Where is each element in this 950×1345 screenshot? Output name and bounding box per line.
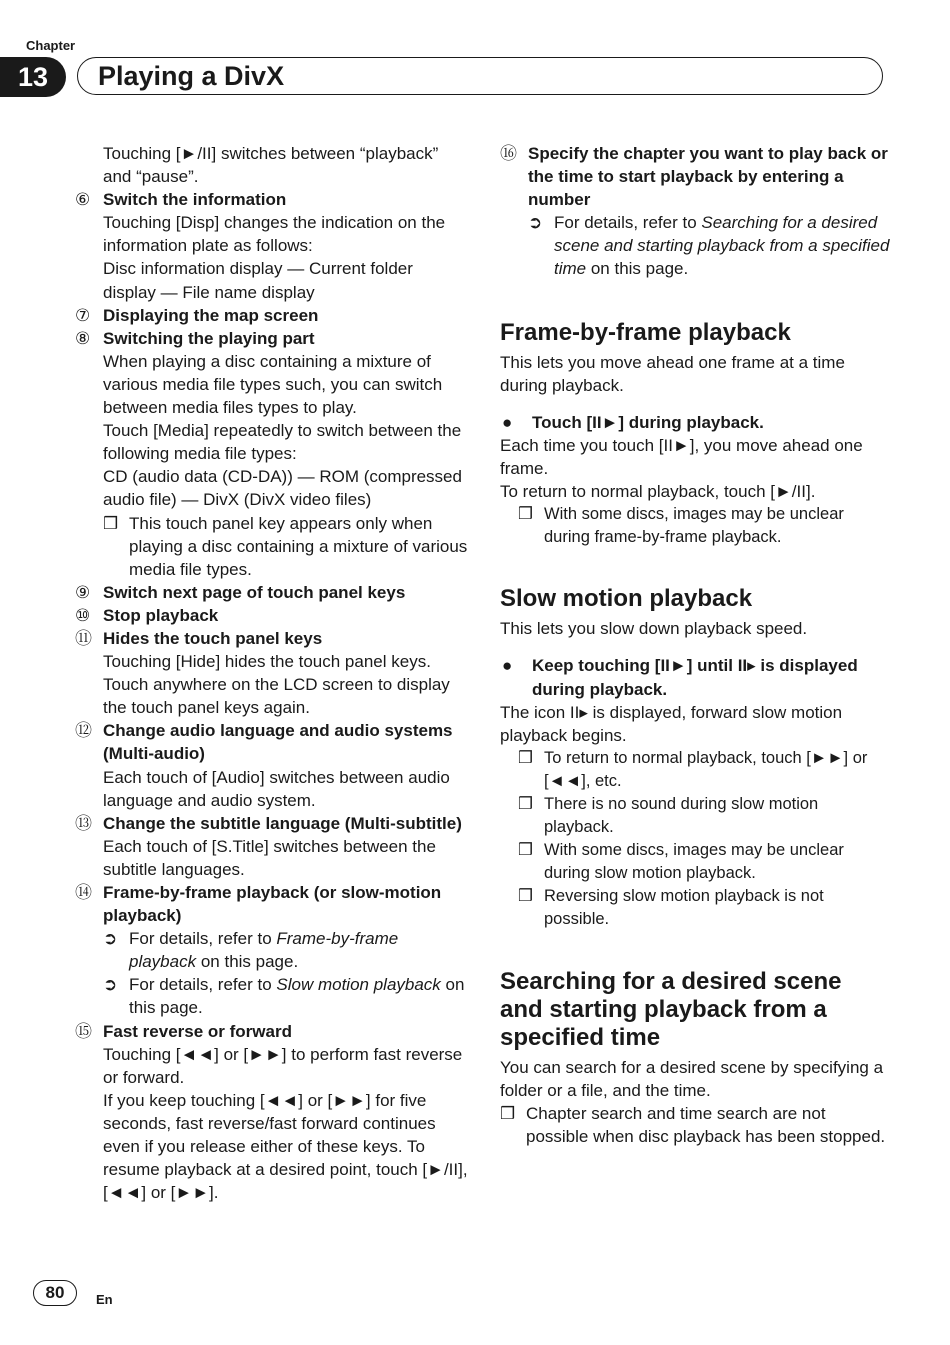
title-bar [77, 57, 883, 95]
bullet-text: Touch [II►] during playback. [532, 412, 764, 432]
item-15 [75, 1020, 470, 1205]
section-text: The icon II▸ is displayed, forward slow motion playback begins. [500, 702, 843, 745]
item-text: Each touch of [S.Title] switches between the subtitle languages. [103, 836, 436, 879]
item-7 [75, 304, 470, 327]
item-title: Specify the chapter you want to play back or the time to start playback by entering a number [528, 144, 888, 210]
item-number: ⑧ [75, 328, 91, 348]
reference [528, 211, 890, 280]
item-title: Switch next page of touch panel keys [103, 582, 406, 602]
note [518, 793, 890, 839]
item-11 [75, 627, 470, 719]
note-text: Reversing slow motion playback is not possible. [544, 887, 824, 929]
item-9 [75, 581, 470, 604]
item-number: ⑮ [75, 1021, 92, 1041]
note-text: This touch panel key appears only when playing a disc containing a mixture of various media file types. [129, 513, 468, 579]
ref-text: For details, refer to [129, 975, 277, 995]
note-checkbox-icon: ❒ [103, 513, 119, 533]
section-heading-frame-by-frame: Frame-by-frame playback [500, 318, 791, 346]
note [103, 512, 470, 581]
reference [103, 927, 470, 973]
item-title: Hides the touch panel keys [103, 628, 323, 648]
arrow-icon: ➲ [528, 213, 543, 233]
item-number: ⑩ [75, 605, 91, 625]
page-number: 80 [33, 1280, 77, 1306]
reference [103, 973, 470, 1019]
item-number: ⑨ [75, 582, 91, 602]
note-text: Chapter search and time search are not possible when disc playback has been stopped. [526, 1103, 886, 1146]
item-number: ⑯ [500, 144, 517, 163]
bullet-instruction [500, 654, 890, 700]
section-intro: This lets you slow down playback speed. [500, 619, 808, 639]
item-10 [75, 604, 470, 627]
item-number: ⑫ [75, 721, 92, 741]
bullet-instruction [500, 411, 890, 434]
ref-text: on this page. [196, 952, 299, 972]
item-title: Fast reverse or forward [103, 1021, 292, 1041]
item-title: Change the subtitle language (Multi-subtitle) [103, 813, 462, 833]
note-checkbox-icon: ❒ [518, 794, 533, 813]
item-text: CD (audio data (CD-DA)) — ROM (compressed audio file) — DivX (DivX video files) [103, 467, 462, 510]
chapter-label: Chapter [26, 38, 76, 53]
chapter-number-badge: 13 [0, 57, 66, 97]
note-checkbox-icon: ❒ [500, 1103, 516, 1123]
item-title: Frame-by-frame playback (or slow-motion playback) [103, 883, 442, 926]
section-heading-slow-motion: Slow motion playback [500, 585, 753, 613]
item-12 [75, 719, 470, 811]
item-number: ⑬ [75, 813, 92, 833]
bullet-text: Keep touching [II►] until II▸ is displayed during playback. [532, 656, 858, 699]
intro-text: Touching [►/II] switches between “playback” and “pause”. [103, 144, 439, 187]
arrow-icon: ➲ [103, 929, 118, 949]
note [518, 885, 890, 931]
note [518, 503, 890, 549]
section-text: To return to normal playback, touch [►/II]. [500, 482, 816, 502]
note-text: With some discs, images may be unclear during slow motion playback. [544, 841, 844, 883]
language-label: En [96, 1292, 113, 1307]
item-title: Switching the playing part [103, 328, 315, 348]
bullet-icon: ● [502, 412, 513, 432]
item-8 [75, 327, 470, 581]
note-checkbox-icon: ❒ [518, 505, 533, 524]
ref-text: on this page. [129, 975, 465, 1018]
left-column [75, 142, 470, 1204]
item-text: Disc information display — Current folder display — File name display [103, 259, 413, 302]
right-column [500, 142, 890, 1148]
note [500, 1102, 890, 1148]
note-text: To return to normal playback, touch [►►] or [◄◄], etc. [544, 748, 868, 790]
item-text: If you keep touching [◄◄] or [►►] for five seconds, fast reverse/fast forward continues even if you release either of these keys. To resume playback at a desired point, touch [►/II], [◄◄] or [►►]. [103, 1090, 468, 1203]
ref-link-search[interactable]: Searching for a desired scene and starting playback from a specified time [554, 213, 890, 279]
item-number: ⑦ [75, 305, 91, 325]
item-16 [500, 142, 890, 281]
note-checkbox-icon: ❒ [518, 887, 533, 906]
page-title: Playing a DivX [98, 61, 285, 91]
item-text: Touch [Media] repeatedly to switch between the following media file types: [103, 421, 462, 464]
note-checkbox-icon: ❒ [518, 748, 533, 767]
item-6 [75, 188, 470, 303]
item-text: Touching [◄◄] or [►►] to perform fast reverse or forward. [103, 1044, 463, 1087]
note-text: With some discs, images may be unclear during frame-by-frame playback. [544, 505, 844, 547]
note [518, 747, 890, 793]
section-intro: This lets you move ahead one frame at a time during playback. [500, 352, 845, 395]
item-text: Touching [Hide] hides the touch panel keys. Touch anywhere on the LCD screen to display the touch panel keys again. [103, 652, 450, 718]
item-title: Stop playback [103, 605, 219, 625]
item-number: ⑪ [75, 628, 92, 648]
item-text: When playing a disc containing a mixture of various media file types such, you can switch between media files types to play. [103, 351, 443, 418]
note [518, 839, 890, 885]
ref-text: For details, refer to [129, 929, 277, 949]
arrow-icon: ➲ [103, 975, 118, 995]
item-title: Displaying the map screen [103, 305, 319, 325]
item-text: Touching [Disp] changes the indication on the information plate as follows: [103, 213, 446, 256]
item-number: ⑭ [75, 883, 92, 902]
ref-link-frame-by-frame[interactable]: Frame-by-frame playback [129, 929, 399, 972]
ref-text: For details, refer to [554, 213, 702, 233]
item-number: ⑥ [75, 190, 91, 210]
ref-text: on this page. [586, 259, 689, 279]
item-14 [75, 881, 470, 1020]
section-intro: You can search for a desired scene by specifying a folder or a file, and the time. [500, 1057, 884, 1100]
section-heading-search: Searching for a desired scene and starting playback from a specified time [500, 967, 842, 1051]
item-text: Each touch of [Audio] switches between audio language and audio system. [103, 767, 450, 810]
note-text: There is no sound during slow motion playback. [544, 794, 819, 837]
bullet-icon: ● [502, 656, 513, 676]
item-title: Switch the information [103, 190, 287, 210]
item-13 [75, 812, 470, 881]
section-text: Each time you touch [II►], you move ahead one frame. [500, 435, 863, 478]
note-checkbox-icon: ❒ [518, 841, 533, 860]
ref-link-slow-motion[interactable]: Slow motion playback [276, 975, 441, 995]
item-title: Change audio language and audio systems (Multi-audio) [103, 721, 453, 764]
